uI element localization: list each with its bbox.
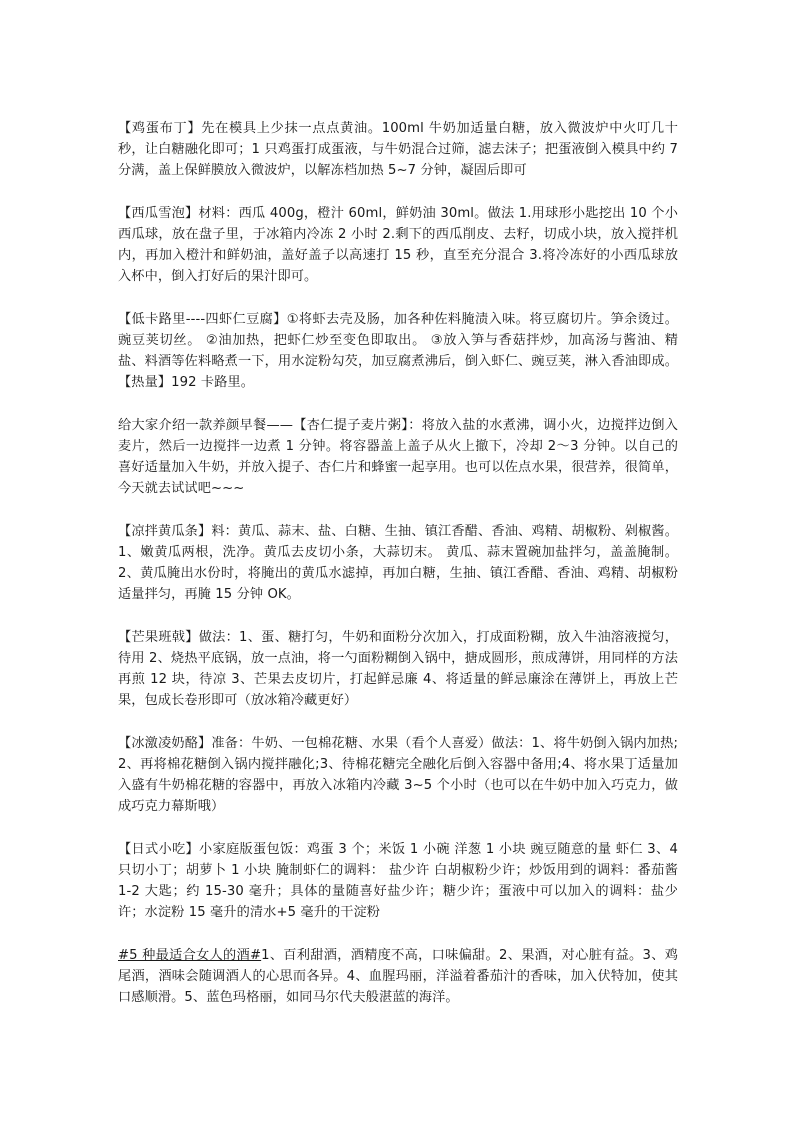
- recipe-omurice: 【日式小吃】小家庭版蛋包饭：鸡蛋 3 个；米饭 1 小碗 洋葱 1 小块 豌豆随意的量 虾仁 3、4 只切小丁；胡萝卜 1 小块 腌制虾仁的调料： 盐少许 白胡椒粉少许；炒饭用到的调料：番茄酱 1-2 大匙；约 15-30 毫升；具体的量随喜好盐少许；糖少许；蛋液中可以加入的调料：盐少许；水淀粉 15 毫升的清水+5 毫升的干淀粉: [118, 842, 678, 920]
- document-body: [118, 118, 678, 1008]
- wine-list-paragraph: [118, 945, 678, 1008]
- recipe-almond-oatmeal: 给大家介绍一款养颜早餐——【杏仁提子麦片粥】：将放入盐的水煮沸，调小火，边搅拌边倒入麦片，然后一边搅拌一边煮 1 分钟。将容器盖上盖子从火上撤下，冷却 2～3 分钟。以自己的喜好适量加入牛奶，并放入提子、杏仁片和蜂蜜一起享用。也可以佐点水果，很营养，很简单，今天就去试试吧~~~: [118, 418, 678, 496]
- wine-list-text: 1、百利甜酒，酒精度不高，口味偏甜。2、果酒，对心脏有益。3、鸡尾酒，酒味会随调酒人的心思而各异。4、血腥玛丽，洋溢着番茄汁的香味，加入伏特加，使其口感顺滑。5、蓝色玛格丽，如同马尔代夫般湛蓝的海洋。: [118, 948, 678, 1005]
- recipe-egg-pudding: 【鸡蛋布丁】先在模具上少抹一点点黄油。100ml 牛奶加适量白糖，放入微波炉中火叮几十秒，让白糖融化即可；1 只鸡蛋打成蛋液，与牛奶混合过筛，滤去沫子；把蛋液倒入模具中约 7 分满，盖上保鲜膜放入微波炉，以解冻档加热 5~7 分钟，凝固后即可: [118, 121, 678, 178]
- hashtag-link[interactable]: #5 种最适合女人的酒#: [118, 948, 262, 963]
- recipe-cucumber-salad: 【凉拌黄瓜条】料：黄瓜、蒜末、盐、白糖、生抽、镇江香醋、香油、鸡精、胡椒粉、剁椒酱。1、嫩黄瓜两根，洗净。黄瓜去皮切小条，大蒜切末。 黄瓜、蒜末置碗加盐拌匀，盖盖腌制。2、黄瓜腌出水份时，将腌出的黄瓜水滤掉，再加白糖，生抽、镇江香醋、香油、鸡精、胡椒粉适量拌匀，再腌 15 分钟 OK。: [118, 524, 678, 602]
- recipe-shrimp-tofu: 【低卡路里----四虾仁豆腐】①将虾去壳及肠，加各种佐料腌渍入味。将豆腐切片。笋余烫过。豌豆荚切丝。 ②油加热，把虾仁炒至变色即取出。 ③放入笋与香菇拌炒，加高汤与酱油、精盐、料酒等佐料略煮一下，用水淀粉勾芡，加豆腐煮沸后，倒入虾仁、豌豆荚，淋入香油即成。 【热量】192 卡路里。: [118, 312, 678, 390]
- recipe-mango-pancake: 【芒果班戟】做法：1、蛋、糖打匀，牛奶和面粉分次加入，打成面粉糊，放入牛油溶液搅匀，待用 2、烧热平底锅，放一点油，将一勺面粉糊倒入锅中，搪成圆形，煎成薄饼，用同样的方法再煎 12 块，待凉 3、芒果去皮切片，打起鲜忌廉 4、将适量的鲜忌廉涂在薄饼上，再放上芒果，包成长卷形即可（放冰箱冷藏更好）: [118, 630, 678, 708]
- recipe-watermelon-smoothie: 【西瓜雪泡】材料：西瓜 400g，橙汁 60ml，鲜奶油 30ml。做法 1.用球形小匙挖出 10 个小西瓜球，放在盘子里，于冰箱内冷冻 2 小时 2.剩下的西瓜削皮、去籽，切成小块，放入搅拌机内，再加入橙汁和鲜奶油，盖好盖子以高速打 15 秒，直至充分混合 3.将冷冻好的小西瓜球放入杯中，倒入打好后的果汁即可。: [118, 206, 678, 284]
- recipe-ice-cream-cheese: 【冰激凌奶酪】准备：牛奶、一包棉花糖、水果（看个人喜爱）做法：1、将牛奶倒入锅内加热;2、再将棉花糖倒入锅内搅拌融化;3、待棉花糖完全融化后倒入容器中备用;4、将水果丁适量加入盛有牛奶棉花糖的容器中，再放入冰箱内冷藏 3~5 个小时（也可以在牛奶中加入巧克力，做成巧克力幕斯哦）: [118, 736, 678, 814]
